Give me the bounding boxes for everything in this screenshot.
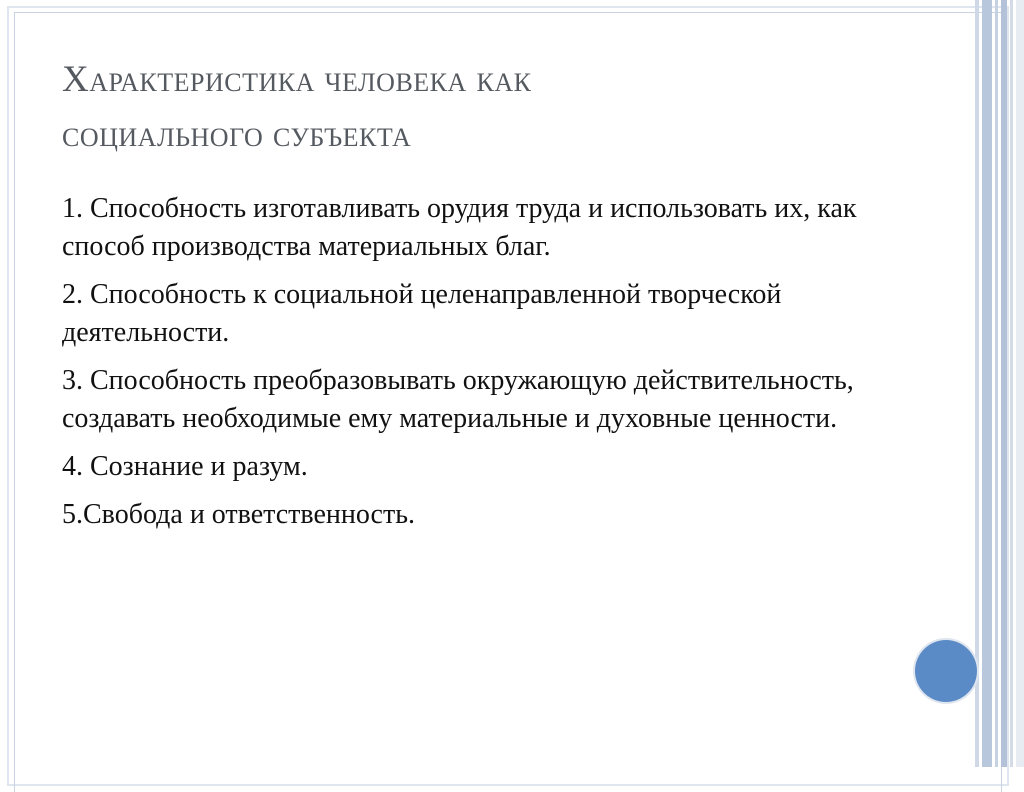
slide-content	[62, 190, 922, 544]
right-decorative-stripe	[982, 0, 992, 767]
right-decorative-stripe	[1001, 0, 1007, 767]
list-item: 2. Способность к социальной целенаправленной творческой деятельности.	[62, 279, 782, 348]
slide-title	[62, 52, 902, 162]
right-decorative-stripe	[995, 0, 998, 767]
list-item: 4. Сознание и разум.	[62, 451, 308, 482]
right-decorative-stripe	[1010, 0, 1013, 767]
slide-title-line: социального субъекта	[62, 114, 412, 155]
slide-title-line: Характеристика человека как	[62, 59, 532, 100]
right-decorative-stripe	[1016, 0, 1024, 767]
list-item: 3. Способность преобразовывать окружающую действительность, создавать необходимые ему материальные и духовные ценности.	[62, 365, 854, 434]
right-decorative-stripe	[975, 0, 979, 767]
circle-decoration-icon	[915, 640, 977, 702]
list-item: 1. Способность изготавливать орудия труда и использовать их, как способ производства материальных благ.	[62, 193, 857, 262]
list-item: 5.Свобода и ответственность.	[62, 499, 415, 530]
